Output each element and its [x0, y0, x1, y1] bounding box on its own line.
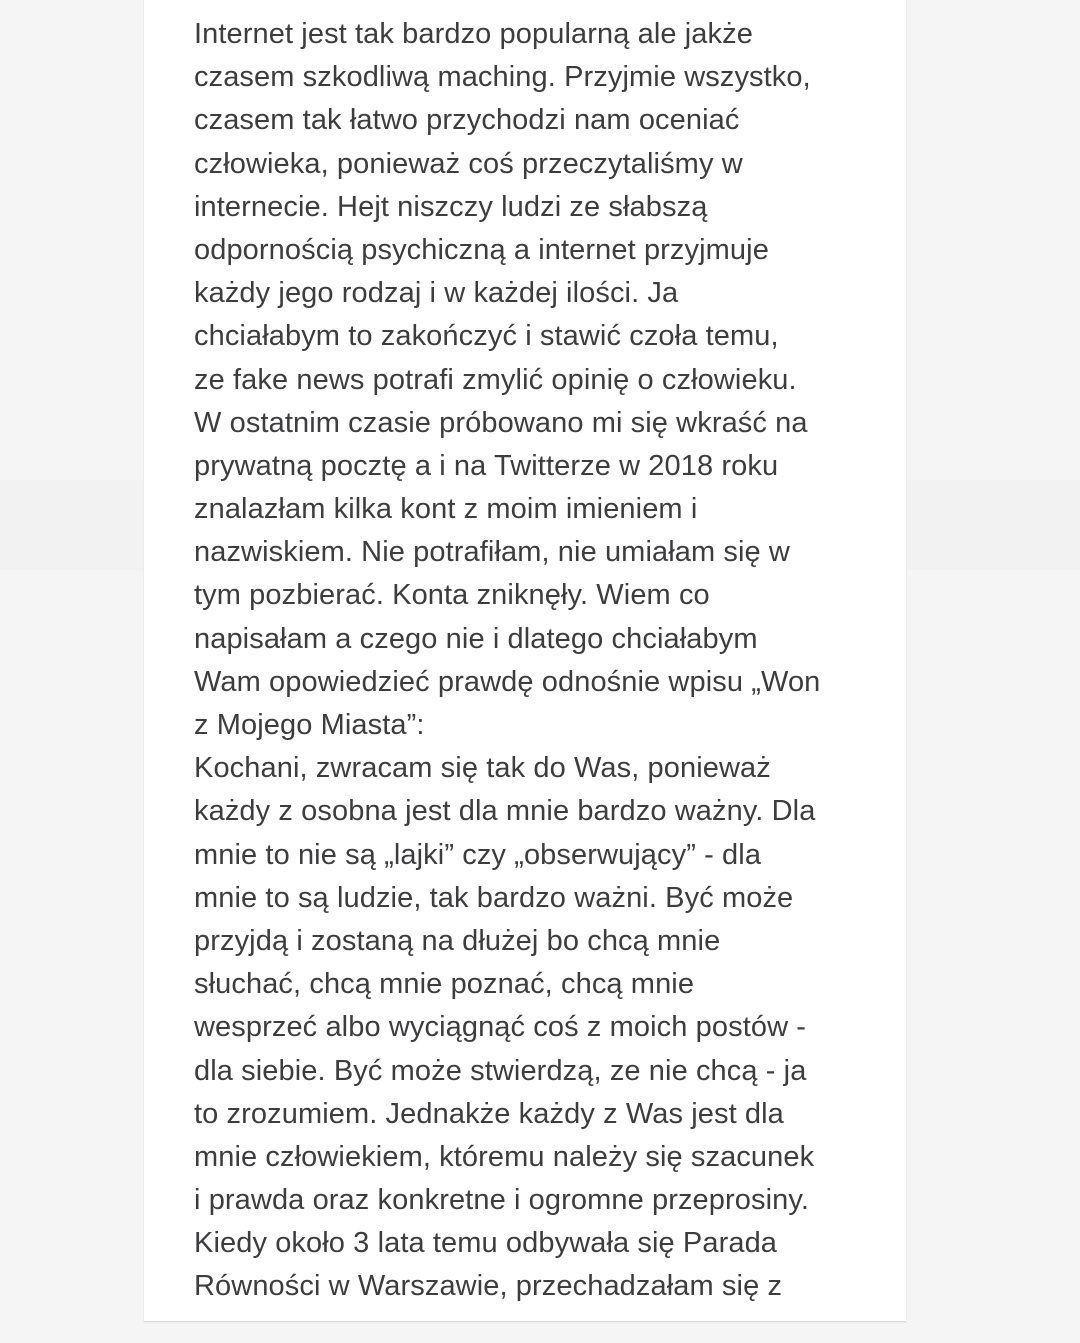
text-line: odpornością psychiczną a internet przyjmuje [194, 233, 769, 266]
text-line: to zrozumiem. Jednakże każdy z Was jest dla [194, 1097, 784, 1130]
text-line: Równości w Warszawie, przechadzałam się z [194, 1270, 783, 1303]
text-line: nazwiskiem. Nie potrafiłam, nie umiałam się w [194, 536, 790, 569]
text-line: dla siebie. Być może stwierdzą, ze nie chcą - ja [194, 1054, 807, 1087]
text-line: Internet jest tak bardzo popularną ale jakże [194, 18, 753, 50]
text-line: mnie to są ludzie, tak bardzo ważni. Być może [194, 881, 794, 914]
text-line: internecie. Hejt niszczy ludzi ze słabszą [194, 190, 708, 223]
text-line: z Mojego Miasta”: [194, 709, 425, 741]
text-line: znalazłam kilka kont z moim imieniem i [194, 493, 698, 526]
text-line: tym pozbierać. Konta zniknęły. Wiem co [194, 579, 710, 612]
note-text [194, 13, 894, 1309]
text-line: Kochani, zwracam się tak do Was, ponieważ [194, 752, 771, 785]
text-line: człowieka, ponieważ coś przeczytaliśmy w [194, 147, 743, 180]
text-line: i prawda oraz konkretne i ogromne przeprosiny. [194, 1184, 809, 1217]
text-line: czasem szkodliwą maching. Przyjmie wszystko, [194, 61, 811, 94]
text-line: przyjdą i zostaną na dłużej bo chcą mnie [194, 924, 721, 957]
text-line: czasem tak łatwo przychodzi nam oceniać [194, 104, 740, 137]
text-line: prywatną pocztę a i na Twitterze w 2018 roku [194, 449, 779, 482]
text-line: Kiedy około 3 lata temu odbywała się Parada [194, 1227, 778, 1260]
text-line: mnie to nie są „lajki” czy „obserwujący” - dla [194, 838, 762, 871]
text-line: napisałam a czego nie i dlatego chciałabym [194, 622, 758, 655]
text-line: każdy z osobna jest dla mnie bardzo ważny. Dla [194, 795, 816, 828]
note-page [144, 0, 906, 1322]
text-line: mnie człowiekiem, któremu należy się szacunek [194, 1140, 815, 1173]
text-line: W ostatnim czasie próbowano mi się wkraść na [194, 406, 808, 439]
text-line: chciałabym to zakończyć i stawić czoła temu, [194, 320, 779, 353]
text-line: ze fake news potrafi zmylić opinię o człowieku. [194, 363, 797, 396]
text-line: Wam opowiedzieć prawdę odnośnie wpisu „Won [194, 665, 821, 698]
text-line: słuchać, chcą mnie poznać, chcą mnie [194, 968, 695, 1001]
page-divider [144, 1321, 906, 1322]
text-line: wesprzeć albo wyciągnąć coś z moich postów - [194, 1011, 807, 1044]
text-line: każdy jego rodzaj i w każdej ilości. Ja [194, 277, 679, 310]
